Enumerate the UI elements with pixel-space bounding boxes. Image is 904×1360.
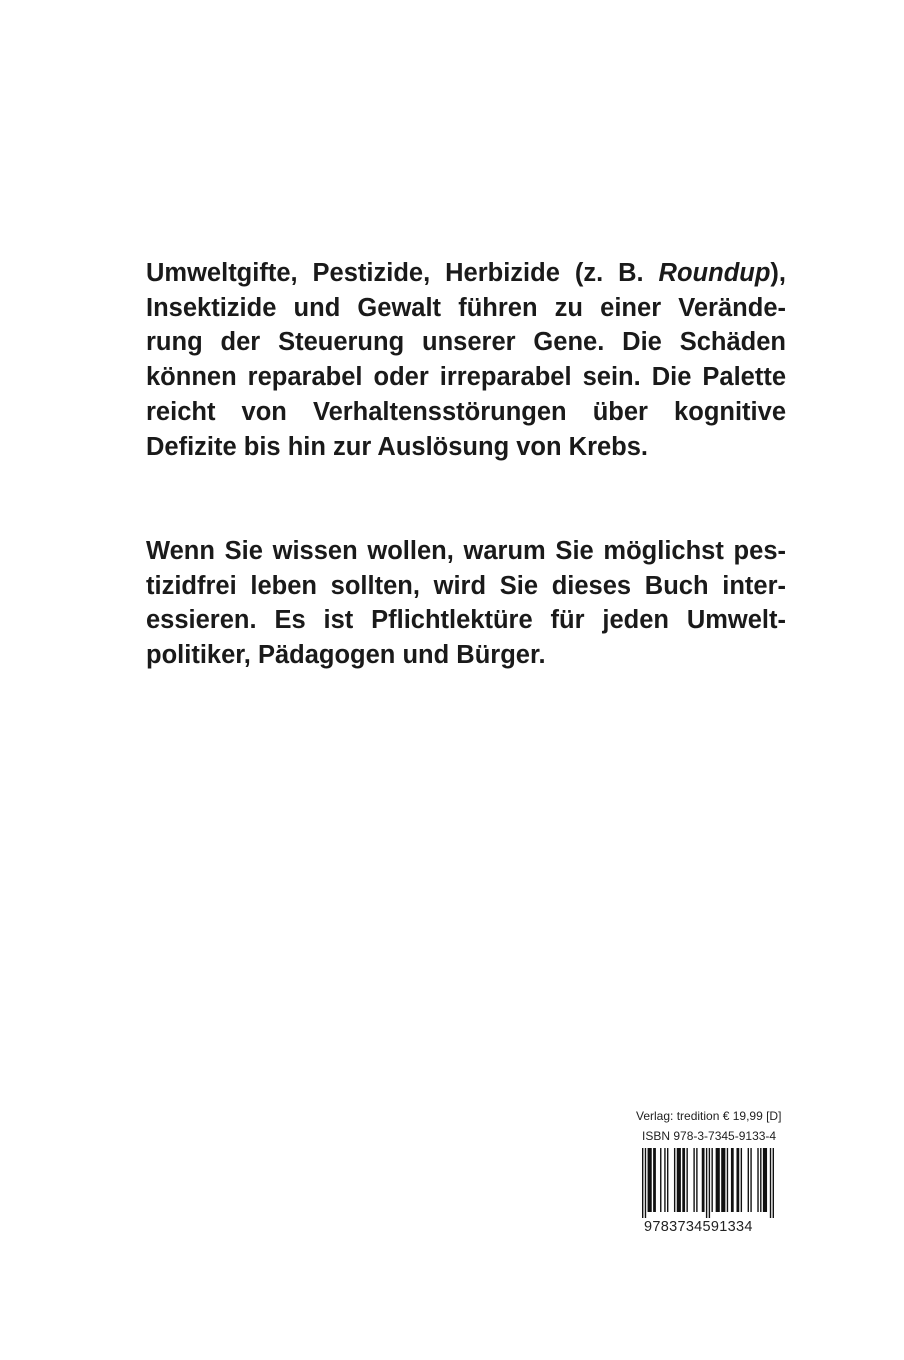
blurb-paragraph-2 — [146, 534, 786, 673]
blurb-line — [146, 291, 786, 326]
publisher-price-line: Verlag: tredition € 19,99 [D] — [636, 1109, 782, 1123]
barcode-bar — [721, 1148, 725, 1212]
blurb-text: essieren. Es ist Pflichtlektüre für jeden Umwelt- — [146, 606, 786, 635]
blurb-line — [146, 430, 786, 465]
blurb-line — [146, 603, 786, 638]
blurb-text: politiker, Pädagogen und Bürger. — [146, 641, 546, 670]
blurb-text: reicht von Verhaltensstörungen über kognitive — [146, 397, 786, 426]
barcode-bar — [660, 1148, 661, 1212]
blurb-line — [146, 325, 786, 360]
barcode-bar — [763, 1148, 767, 1212]
barcode-bar — [741, 1148, 742, 1212]
blurb-line — [146, 534, 786, 569]
isbn-line: ISBN 978-3-7345-9133-4 — [642, 1129, 777, 1143]
blurb-italic-title: Roundup — [658, 259, 771, 287]
barcode-bar — [757, 1148, 758, 1212]
blurb-line — [146, 360, 786, 395]
barcode-bar — [706, 1148, 707, 1218]
barcode-bar — [731, 1148, 734, 1212]
barcode-bar — [773, 1148, 774, 1218]
blurb-text: ), — [770, 259, 786, 287]
blurb-text: Defizite bis hin zur Auslösung von Krebs. — [146, 432, 649, 461]
barcode-bar — [711, 1148, 712, 1212]
barcode-bar — [696, 1148, 697, 1212]
barcode-bar — [750, 1148, 751, 1212]
blurb-text: tizidfrei leben sollten, wird Sie dieses Buch inter- — [146, 571, 786, 600]
blurb-line — [146, 256, 786, 291]
blurb-text: Umweltgifte, Pestizide, Herbizide (z. B. — [146, 259, 659, 287]
barcode-bar — [702, 1148, 705, 1212]
barcode-bar — [693, 1148, 694, 1212]
barcode-bar — [667, 1148, 668, 1212]
blurb-line — [146, 395, 786, 430]
barcode-bar — [727, 1148, 728, 1212]
blurb-line — [146, 638, 786, 673]
barcode-bar — [677, 1148, 681, 1212]
barcode-bar — [736, 1148, 739, 1212]
barcode-block — [636, 1108, 782, 1235]
blurb-paragraph-1 — [146, 256, 786, 464]
barcode-digits: 9783734591334 — [644, 1219, 753, 1235]
barcode-bar — [664, 1148, 665, 1212]
barcode-bar — [709, 1148, 710, 1218]
barcode-bar — [674, 1148, 675, 1212]
blurb-text: Wenn Sie wissen wollen, warum Sie möglichst pes- — [146, 537, 786, 565]
barcode-bar — [642, 1148, 643, 1218]
blurb-text: können reparabel oder irreparabel sein. Die Palette — [146, 363, 786, 392]
barcode-bar — [648, 1148, 652, 1212]
blurb-line — [146, 569, 786, 604]
barcode-bar — [645, 1148, 646, 1218]
blurb-text: Insektizide und Gewalt führen zu einer Verände- — [146, 293, 786, 322]
barcode-bar — [686, 1148, 687, 1212]
barcode-bar — [770, 1148, 771, 1218]
barcode-bar — [760, 1148, 761, 1212]
barcode-bar — [716, 1148, 720, 1212]
barcode-bar — [653, 1148, 656, 1212]
barcode-image — [642, 1148, 774, 1218]
barcode-bar — [682, 1148, 685, 1212]
barcode-bar — [748, 1148, 749, 1212]
blurb-text: rung der Steuerung unserer Gene. Die Schäden — [146, 328, 786, 357]
